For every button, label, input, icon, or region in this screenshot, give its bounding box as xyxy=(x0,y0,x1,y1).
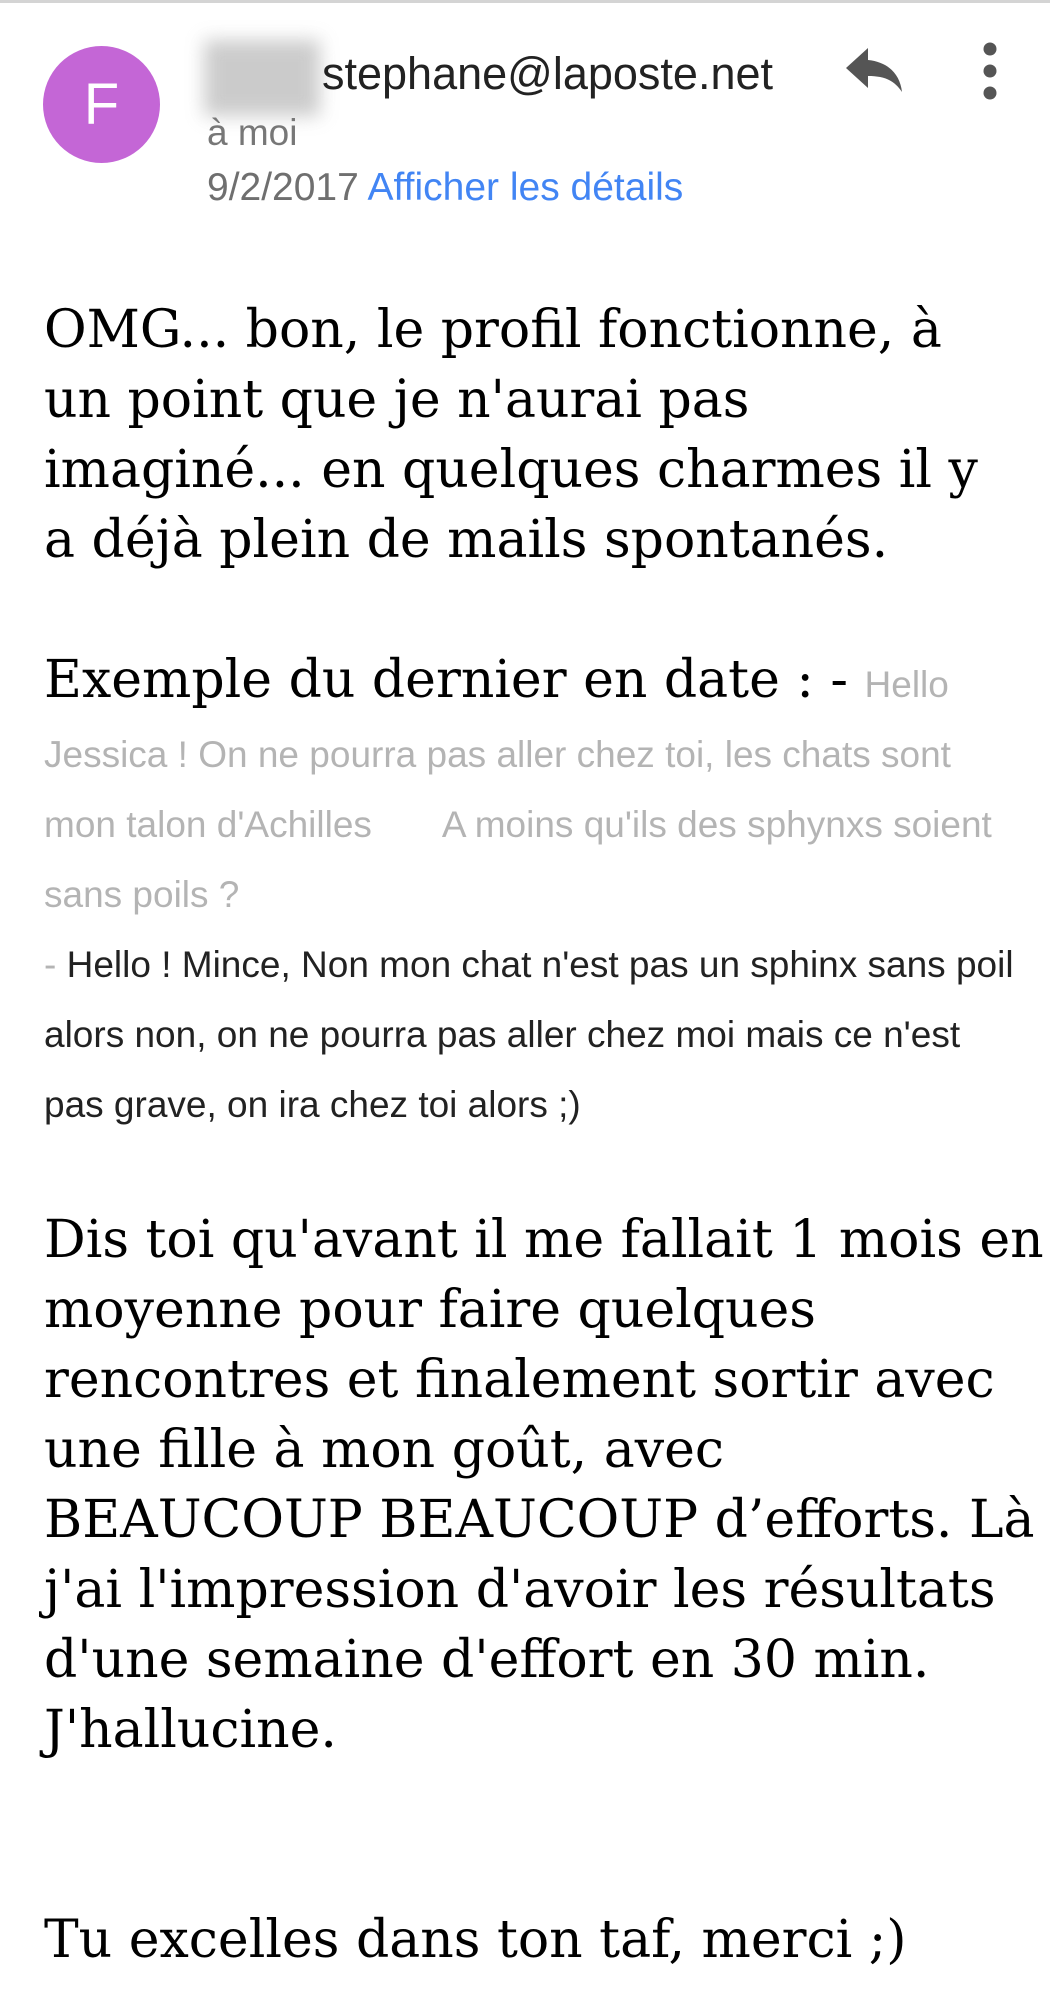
recipient-line: à moi xyxy=(207,112,298,153)
more-vertical-icon xyxy=(970,40,1010,102)
quote1-start: Hello xyxy=(864,664,949,705)
message-date: 9/2/2017 xyxy=(207,166,359,209)
example-heading-text: Exemple du dernier en date : - xyxy=(44,650,848,710)
quoted-message-2 xyxy=(44,930,1024,1140)
reply-button[interactable] xyxy=(842,42,906,98)
example-heading xyxy=(44,645,949,720)
sender-avatar[interactable]: F xyxy=(43,46,160,163)
quote2-text: Hello ! Mince, Non mon chat n'est pas un sphinx sans poil alors non, on ne pourra pas aller chez moi mais ce n'est pas grave, on ira chez toi alors ;) xyxy=(44,944,1014,1125)
show-details-link[interactable]: Afficher les détails xyxy=(367,166,684,209)
message-paragraph-3: Tu excelles dans ton taf, merci ;) xyxy=(44,1910,907,1970)
more-options-button[interactable] xyxy=(970,40,1010,102)
quote2-dash: - xyxy=(44,944,57,985)
sender-email[interactable]: stephane@laposte.net xyxy=(322,48,774,99)
date-line xyxy=(207,166,683,210)
reply-icon xyxy=(842,42,906,98)
message-paragraph-2: Dis toi qu'avant il me fallait 1 mois en moyenne pour faire quelques rencontres et finalement sortir avec une fille à mon goût, avec BEAUCOUP BEAUCOUP d’efforts. Là j'ai l'impression d'avoir les résultats d'une semaine d'effort en 30 min. J'hallucine. xyxy=(44,1210,1044,1760)
top-divider xyxy=(0,0,1050,3)
redacted-sender-name xyxy=(204,40,320,116)
message-paragraph-1: OMG... bon, le profil fonctionne, à un point que je n'aurai pas imaginé... en quelques charmes il y a déjà plein de mails spontanés. xyxy=(44,300,978,570)
quoted-message-1: Jessica ! On ne pourra pas aller chez toi, les chats sont mon talon d'Achilles A moins qu'ils des sphynxs soient sans poils ? xyxy=(44,734,1003,915)
